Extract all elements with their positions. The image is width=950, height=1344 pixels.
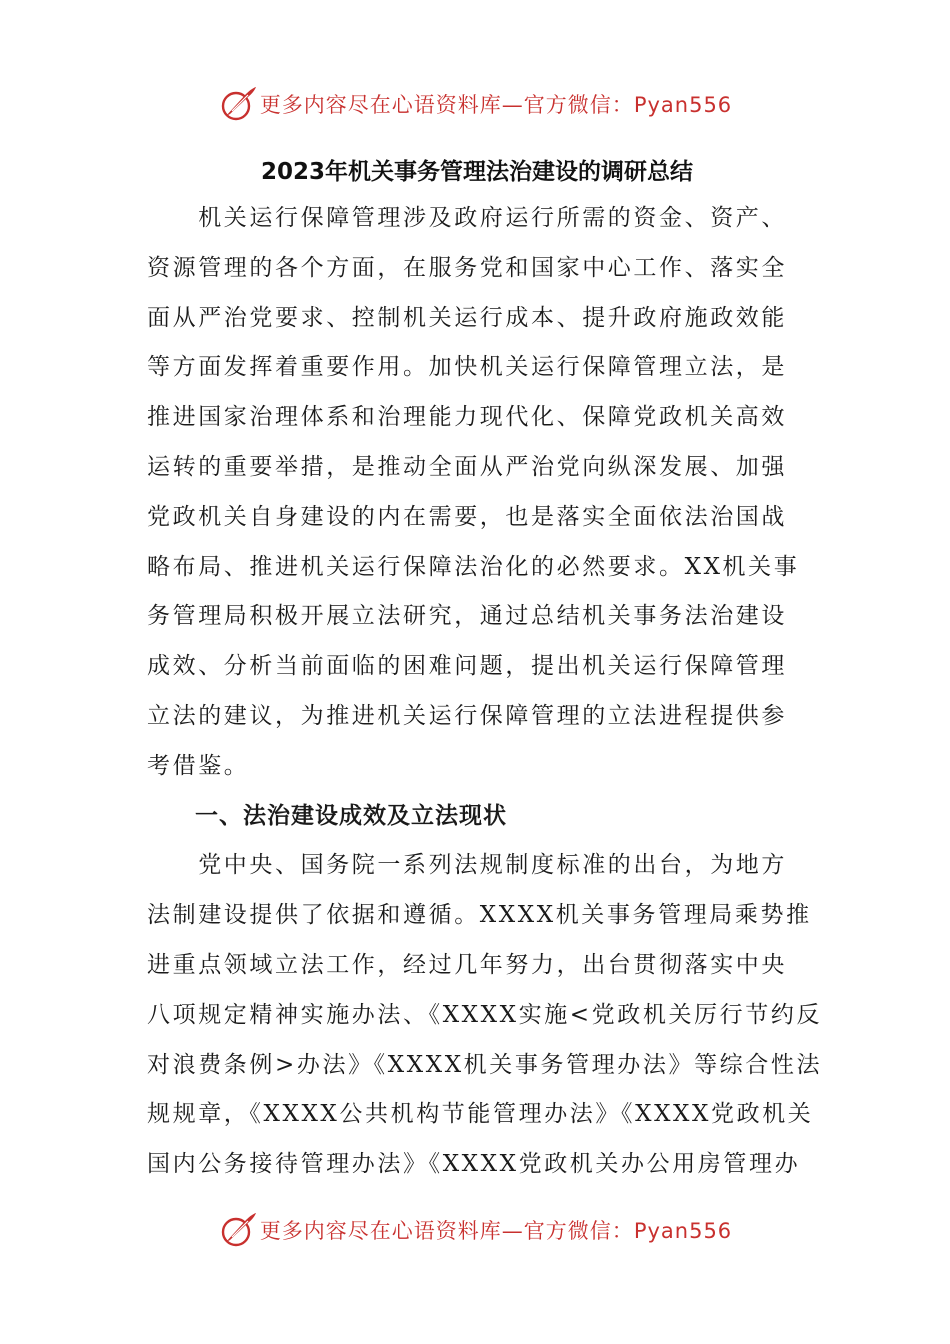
text-line: 等方面发挥着重要作用。加快机关运行保障管理立法，是 [147, 354, 787, 381]
text-line: 八项规定精神实施办法、《XXXX实施<党政机关厉行节约反 [147, 1001, 823, 1028]
text-line: 国内公务接待管理办法》《XXXX党政机关办公用房管理办 [147, 1151, 801, 1178]
text-line: 立法的建议，为推进机关运行保障管理的立法进程提供参 [147, 702, 787, 729]
section1-paragraph [147, 841, 823, 1190]
text-line: 规规章，《XXXX公共机构节能管理办法》《XXXX党政机关 [147, 1101, 814, 1128]
text-line: 略布局、推进机关运行保障法治化的必然要求。XX机关事 [147, 553, 800, 580]
document-title: 2023年机关事务管理法治建设的调研总结 [260, 159, 693, 185]
wechat-id: Pyan556 [633, 1219, 733, 1243]
document-body [147, 150, 823, 1190]
text-line: 运转的重要举措，是推动全面从严治党向纵深发展、加强 [147, 453, 787, 480]
text-line: 务管理局积极开展立法研究，通过总结机关事务法治建设 [147, 603, 787, 630]
header-watermark-banner [0, 84, 950, 124]
text-line: 对浪费条例>办法》《XXXX机关事务管理办法》等综合性法 [147, 1051, 823, 1078]
quill-pen-logo-icon [218, 84, 258, 124]
text-line: 考借鉴。 [147, 752, 250, 779]
text-line: 资源管理的各个方面，在服务党和国家中心工作、落实全 [147, 254, 787, 281]
text-line: 推进国家治理体系和治理能力现代化、保障党政机关高效 [147, 404, 787, 431]
text-line: 法制建设提供了依据和遵循。XXXX机关事务管理局乘势推 [147, 902, 812, 929]
text-line: 成效、分析当前面临的困难问题，提出机关运行保障管理 [147, 653, 787, 680]
text-line: 党政机关自身建设的内在需要，也是落实全面依法治国战 [147, 503, 787, 530]
text-line: 机关运行保障管理涉及政府运行所需的资金、资产、 [147, 205, 787, 231]
text-line: 面从严治党要求、控制机关运行成本、提升政府施政效能 [147, 304, 787, 331]
text-line: 进重点领域立法工作，经过几年努力，出台贯彻落实中央 [147, 951, 787, 978]
watermark-text: 更多内容尽在心语资料库—官方微信：Pyan556 [259, 93, 733, 117]
wechat-id: Pyan556 [633, 93, 733, 117]
section-heading: 一、法治建设成效及立法现状 [195, 802, 507, 829]
intro-paragraph [147, 194, 807, 792]
quill-pen-logo-icon [218, 1210, 258, 1250]
footer-watermark-banner [0, 1210, 950, 1250]
watermark-text: 更多内容尽在心语资料库—官方微信：Pyan556 [259, 1219, 733, 1243]
text-line: 党中央、国务院一系列法规制度标准的出台，为地方 [147, 852, 787, 879]
